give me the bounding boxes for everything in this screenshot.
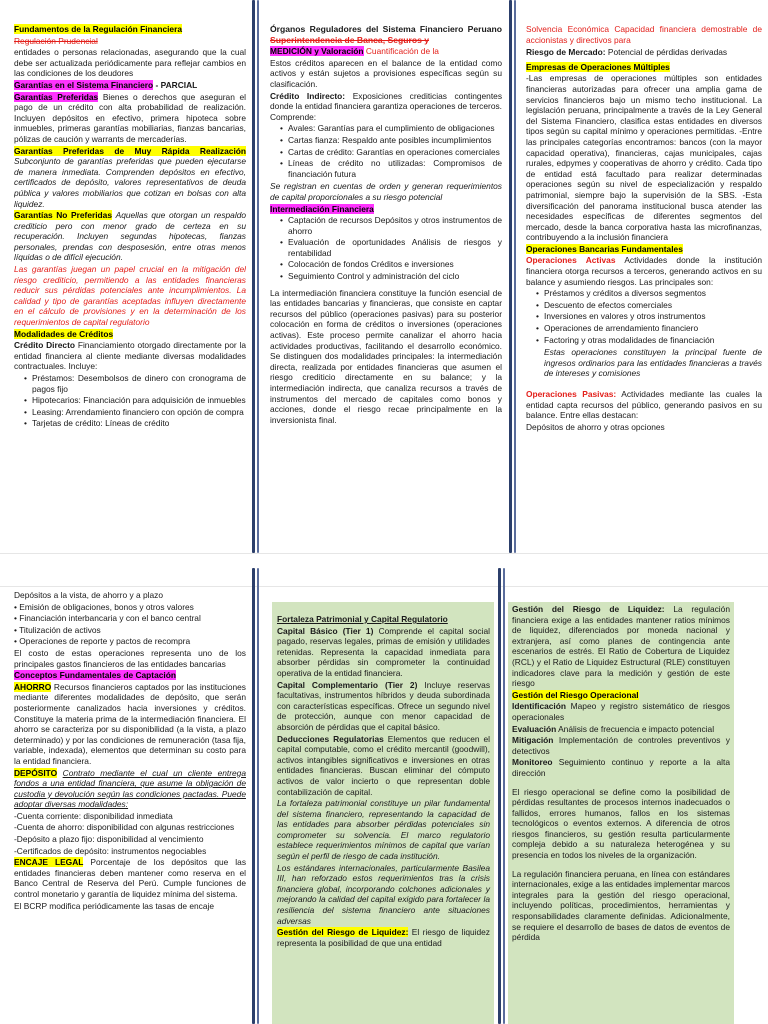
heading-bancarias: Operaciones Bancarias Fundamentales (526, 243, 683, 254)
list-item: • Inversiones en valores y otros instrumentos (536, 311, 762, 322)
heading-operacional: Gestión del Riesgo Operacional (512, 689, 639, 700)
list-item: • Descuento de efectos comerciales (536, 300, 762, 311)
garantias-preferidas: Garantías Preferidas Bienes o derechos que aseguran el pago de un crédito con alta probabilidad de realización. Incluyen depósitos en efectivo, primera hipoteca sobre inmuebles, primeras garantías mobiliarias, fianzas bancarias, pólizas de caución y warrants de mercaderías. (14, 91, 246, 144)
pasivas-item: • Financiación interbancaria y con el banco central (14, 613, 201, 624)
deposito-line: -Cuenta corriente: disponibilidad inmediata (14, 810, 173, 821)
operacional-para: El riesgo operacional se define como la posibilidad de pérdidas resultantes de procesos internos inadecuados o fallidos, errores humanos, fallos en los sistemas tecnológicos o eventos externos. A diferencia de otros riesgos financieros, su gestión resulta particularmente compleja debido a su naturaleza heterogénea y su presencia en todos los niveles de la organización. (512, 786, 730, 861)
solvencia-line: Solvencia Económica Capacidad financiera demostrable de accionistas y directivos para (526, 24, 762, 45)
binder-line (503, 568, 505, 1024)
binder-line (252, 0, 255, 553)
encaje-legal: ENCAJE LEGAL Porcentaje de los depósitos que las entidades financieras deben mantener como reserva en el Banco Central de Reserva del Perú. Cumple funciones de control monetario y garantía de liquidez mínima del sistema. (14, 857, 246, 900)
intro-text: Estos créditos aparecen en el balance de la entidad como activos y están sujetos a provisiones específicas según su clasificación. (270, 57, 502, 89)
page-spread-gap (0, 553, 768, 587)
liquidez: Gestión del Riesgo de Liquidez: La regulación financiera exige a las entidades mantener ratios mínimos de liquidez, diferenciados por moneda nacional y extranjera, así como planes de contingencia ante escenarios de estrés. El Ratio de Cobertura de Liquidez (RCL) y el Ratio de Liquidez Estructural (RLE) constituyen indicadores clave para la medición y gestión de este riesgo (512, 604, 730, 689)
deducciones: Deducciones Regulatorias Elementos que reducen el capital computable, como el crédito mercantil (goodwill), activos intangibles significativos e inversiones en otras entidades financieras. Buscan eliminar del cómputo activos de valor incierto o que representan doble contabilización de capital. (277, 733, 491, 797)
notes-panel-capital (272, 602, 494, 1024)
pasivas-tail: Depósitos de ahorro y otras opciones (526, 421, 665, 432)
basilea-note: Los estándares internacionales, particularmente Basilea III, han reforzado estos requerimientos tras la crisis financiera global, incorporando colchones adicionales y mejorando la calidad del capital exigido para fortalecer la resiliencia del sistema financiero ante situaciones adversas (277, 862, 490, 926)
tier2: Capital Complementario (Tier 2) Incluye reservas facultativas, instrumentos híbridos y deuda subordinada con características específicas. Ofrece un segundo nivel de protección, aunque con menor capacidad de absorción de pérdidas que el capital básico. (277, 679, 491, 732)
intermediacion-list (270, 215, 502, 282)
riesgo-mercado: Riesgo de Mercado: Potencial de pérdidas derivadas (526, 47, 728, 58)
indirecto-list (270, 123, 502, 179)
credito-indirecto: Crédito Indirecto: Exposiciones crediticias contingentes donde la entidad financiera garantiza operaciones de terceros. Comprende: (270, 90, 502, 122)
mv-line: MEDICIÓN y Valoración Cuantificación de la (270, 46, 439, 57)
activas-list (526, 288, 762, 345)
list-item: • Colocación de fondos Créditos e inversiones (280, 259, 502, 270)
credito-directo: Crédito Directo Financiamiento otorgado directamente por la entidad financiera al cliente mediante diversas modalidades contractuales. Incluye: (14, 340, 246, 372)
pasivas-item: Depósitos a la vista, de ahorro y a plazo (14, 590, 163, 600)
notes-panel-riesgo-operacional (508, 602, 734, 1024)
list-item: • Leasing: Arrendamiento financiero con opción de compra (24, 407, 246, 418)
garantias-rapida: Garantías Preferidas de Muy Rápida Realización Subconjunto de garantías preferidas que pueden ejecutarse de manera inmediata. Comprenden depósitos en efectivo, certificados de depósito, valores representativos de deuda pública y valores mobiliarios que cotizan en bolsas con alta liquidez. (14, 145, 246, 209)
intermediacion-body: La intermediación financiera constituye la función esencial de las entidades bancarias y financieras, que consiste en captar recursos del público (operaciones pasivas) para su posterior colocación en forma de créditos o inversiones (operaciones activas). Este proceso permite canalizar el ahorro hacia actividades productivas, facilitando el desarrollo económico. Se distinguen dos modalidades principales: la intermediación directa, realizada por entidades financieras que asumen el riesgo crediticio directamente en su balance; y la intermediación indirecta, que canaliza recursos a través de instrumentos del mercado de capitales como bonos y acciones, donde el riesgo recae principalmente en la inversionista final. (270, 287, 502, 425)
list-item: • Préstamos: Desembolsos de dinero con cronograma de pagos fijo (24, 373, 246, 394)
heading-intermediacion: Intermediación Financiera (270, 203, 374, 214)
binder-line (514, 0, 516, 553)
notes-panel-captacion (14, 590, 246, 1024)
fortaleza-note: La fortaleza patrimonial constituye un pilar fundamental del sistema financiero, representando la capacidad de las entidades para absorber pérdidas potenciales sin comprometer su solvencia. El marco regulatorio establece requerimientos mínimos de capital que varían según el perfil de riesgo de cada institución. (277, 798, 490, 862)
list-item: • Captación de recursos Depósitos y otros instrumentos de ahorro (280, 215, 502, 236)
operaciones-activas: Operaciones Activas Actividades donde la institución financiera otorga recursos a terceros, generando activos en su balance y asumiendo riesgos. Las principales son: (526, 255, 762, 287)
binder-line (257, 0, 259, 553)
deposito: DEPÓSITO Contrato mediante el cual un cliente entrega fondos a una entidad financiera, que asume la obligación de custodia y devolución según las condiciones pactadas. Puede adoptar diversas modalidades: (14, 767, 246, 810)
garantias-no-preferidas: Garantías No Preferidas Aquellas que otorgan un respaldo crediticio pero con menor grado de certeza en su recuperación. Incluyen segundas hipotecas, fianzas personales, prendas con desposesión, entre otras menos líquidas o de difícil ejecución. (14, 210, 246, 263)
tier1: Capital Básico (Tier 1) Comprende el capital social pagado, reservas legales, primas de emisión y utilidades retenidas. Representa la capacidad inmediata para absorber pérdidas sin comprometer la continuidad operativa de la entidad financiera. (277, 625, 491, 678)
monitoreo: Monitoreo Seguimiento continuo y reporte a la alta dirección (512, 757, 731, 778)
intro-text: entidades o personas relacionadas, asegurando que la cual debe ser actualizada periódicamente para reflejar cambios en las condiciones de los deudores (14, 47, 246, 79)
notes-panel-garantias (14, 24, 246, 552)
heading-conceptos: Conceptos Fundamentales de Captación (14, 670, 176, 681)
binder-line (257, 568, 259, 1024)
list-item: • Factoring y otras modalidades de financiación (536, 335, 762, 346)
struck-heading: Regulación Prudencial (14, 35, 98, 46)
liquidez-start: Gestión del Riesgo de Liquidez: El riesgo de liquidez representa la posibilidad de que una entidad (277, 927, 490, 948)
list-item: • Líneas de crédito no utilizadas: Compromisos de financiación futura (280, 158, 502, 179)
list-item: • Hipotecarios: Financiación para adquisición de inmuebles (24, 395, 246, 406)
list-item: • Tarjetas de crédito: Líneas de crédito (24, 418, 246, 429)
deposito-line: -Cuenta de ahorro: disponibilidad con algunas restricciones (14, 822, 235, 833)
heading-fortaleza: Fortaleza Patrimonial y Capital Regulatorio (277, 614, 448, 624)
garantias-note: Las garantías juegan un papel crucial en la mitigación del riesgo crediticio, permitiendo a las entidades financieras reducir sus pérdidas potenciales ante incumplimientos. La calidad y tipo de garantías aceptadas influyen directamente en el cálculo de provisiones y en la determinación de los requerimientos de capital regulatorio (14, 264, 246, 328)
bcrp-line: El BCRP modifica periódicamente las tasas de encaje (14, 900, 215, 911)
list-item: • Cartas de crédito: Garantías en operaciones comerciales (280, 147, 502, 158)
operaciones-pasivas: Operaciones Pasivas: Actividades mediante las cuales la entidad capta recursos del público, generando pasivos en su balance. Entre ellas destacan: (526, 389, 762, 421)
pasivas-item: • Emisión de obligaciones, bonos y otros valores (14, 601, 194, 612)
regulacion-para: La regulación financiera peruana, en línea con estándares internacionales, exige a las entidades implementar marcos integrales para la gestión del riesgo operacional, incluyendo políticas, procedimientos, herramientas y responsabilidades claramente definidas. Adicionalmente, se requiere el desarrollo de bases de datos de eventos de pérdida (512, 868, 730, 943)
heading-garantias: Garantías en el Sistema Financiero - PARCIAL (14, 79, 198, 90)
list-item: • Seguimiento Control y administración del ciclo (280, 271, 502, 282)
mitigacion: Mitigación Implementación de controles preventivos y detectivos (512, 735, 730, 756)
deposito-line: -Certificados de depósito: instrumentos negociables (14, 845, 207, 856)
identificacion: Identificación Mapeo y registro sistemático de riesgos operacionales (512, 701, 730, 722)
binder-line (498, 568, 501, 1024)
deposito-line: -Depósito a plazo fijo: disponibilidad al vencimiento (14, 834, 204, 845)
notes-panel-intermediacion (270, 24, 502, 552)
pasivas-item: • Titulización de activos (14, 624, 101, 635)
panel-title: Órganos Reguladores del Sistema Financiero Peruano Superintendencia de Banca, Seguros y (270, 24, 502, 45)
notes-panel-operaciones (526, 24, 762, 552)
heading-modalidades: Modalidades de Créditos (14, 328, 114, 339)
list-item: • Préstamos y créditos a diversos segmentos (536, 288, 762, 299)
costo-text: El costo de estas operaciones representa uno de los principales gastos financieros de las entidades bancarias (14, 647, 246, 669)
multiples-text: -Las empresas de operaciones múltiples son entidades financieras autorizadas para ofrecer una amplia gama de servicios financieros bajo un mismo techo institucional. La legislación peruana, principalmente a través de la Ley General del Sistema Financiero, clasifica estas entidades en diversos tipos según su capital mínimo y operaciones permitidas. -Entre las principales categorías encontramos: bancos (con la mayor capacidad operativa), financieras, cajas municipales, cajas rurales, edpymes y cooperativas de ahorro y crédito. Cada tipo de entidad está facultado para realizar determinadas operaciones según su nivel de especialización y respaldo patrimonial, siempre bajo la supervisión de la SBS. -Esta diversificación del panorama institucional busca atender las necesidades específicas de diferentes segmentos del mercado, desde la banca corporativa hasta las microfinanzas, contribuyendo a la inclusión financiera (526, 73, 762, 243)
credito-list (14, 373, 246, 429)
panel-title: Fundamentos de la Regulación Financiera (14, 24, 182, 34)
list-item: • Evaluación de oportunidades Análisis de riesgos y rentabilidad (280, 237, 502, 258)
list-item: • Avales: Garantías para el cumplimiento de obligaciones (280, 123, 502, 134)
binder-line (252, 568, 255, 1024)
ahorro: AHORRO Recursos financieros captados por las instituciones mediante diferentes modalidades de depósito, que serán posteriormente canalizados hacia inversiones y créditos. Constituye la materia prima de la intermediación financiera. El ahorro se caracteriza por su disponibilidad (a la vista, a plazo determinado) y por las condiciones de remuneración (tasa fija, variable, indexada), elementos que determinan su costo para la entidad financiera. (14, 681, 246, 766)
heading-multiples: Empresas de Operaciones Múltiples (526, 61, 670, 72)
activas-note: Estas operaciones constituyen la principal fuente de ingresos ordinarios para las entidades financieras a través de intereses y comisiones (544, 347, 762, 379)
evaluacion: Evaluación Análisis de frecuencia e impacto potencial (512, 723, 715, 734)
binder-line (509, 0, 512, 553)
list-item: • Operaciones de arrendamiento financiero (536, 323, 762, 334)
pasivas-item: • Operaciones de reporte y pactos de recompra (14, 636, 191, 647)
indirecto-note: Se registran en cuentas de orden y generan requerimientos de capital proporcionales a su riesgo potencial (270, 181, 502, 202)
list-item: • Cartas fianza: Respaldo ante posibles incumplimientos (280, 135, 502, 146)
